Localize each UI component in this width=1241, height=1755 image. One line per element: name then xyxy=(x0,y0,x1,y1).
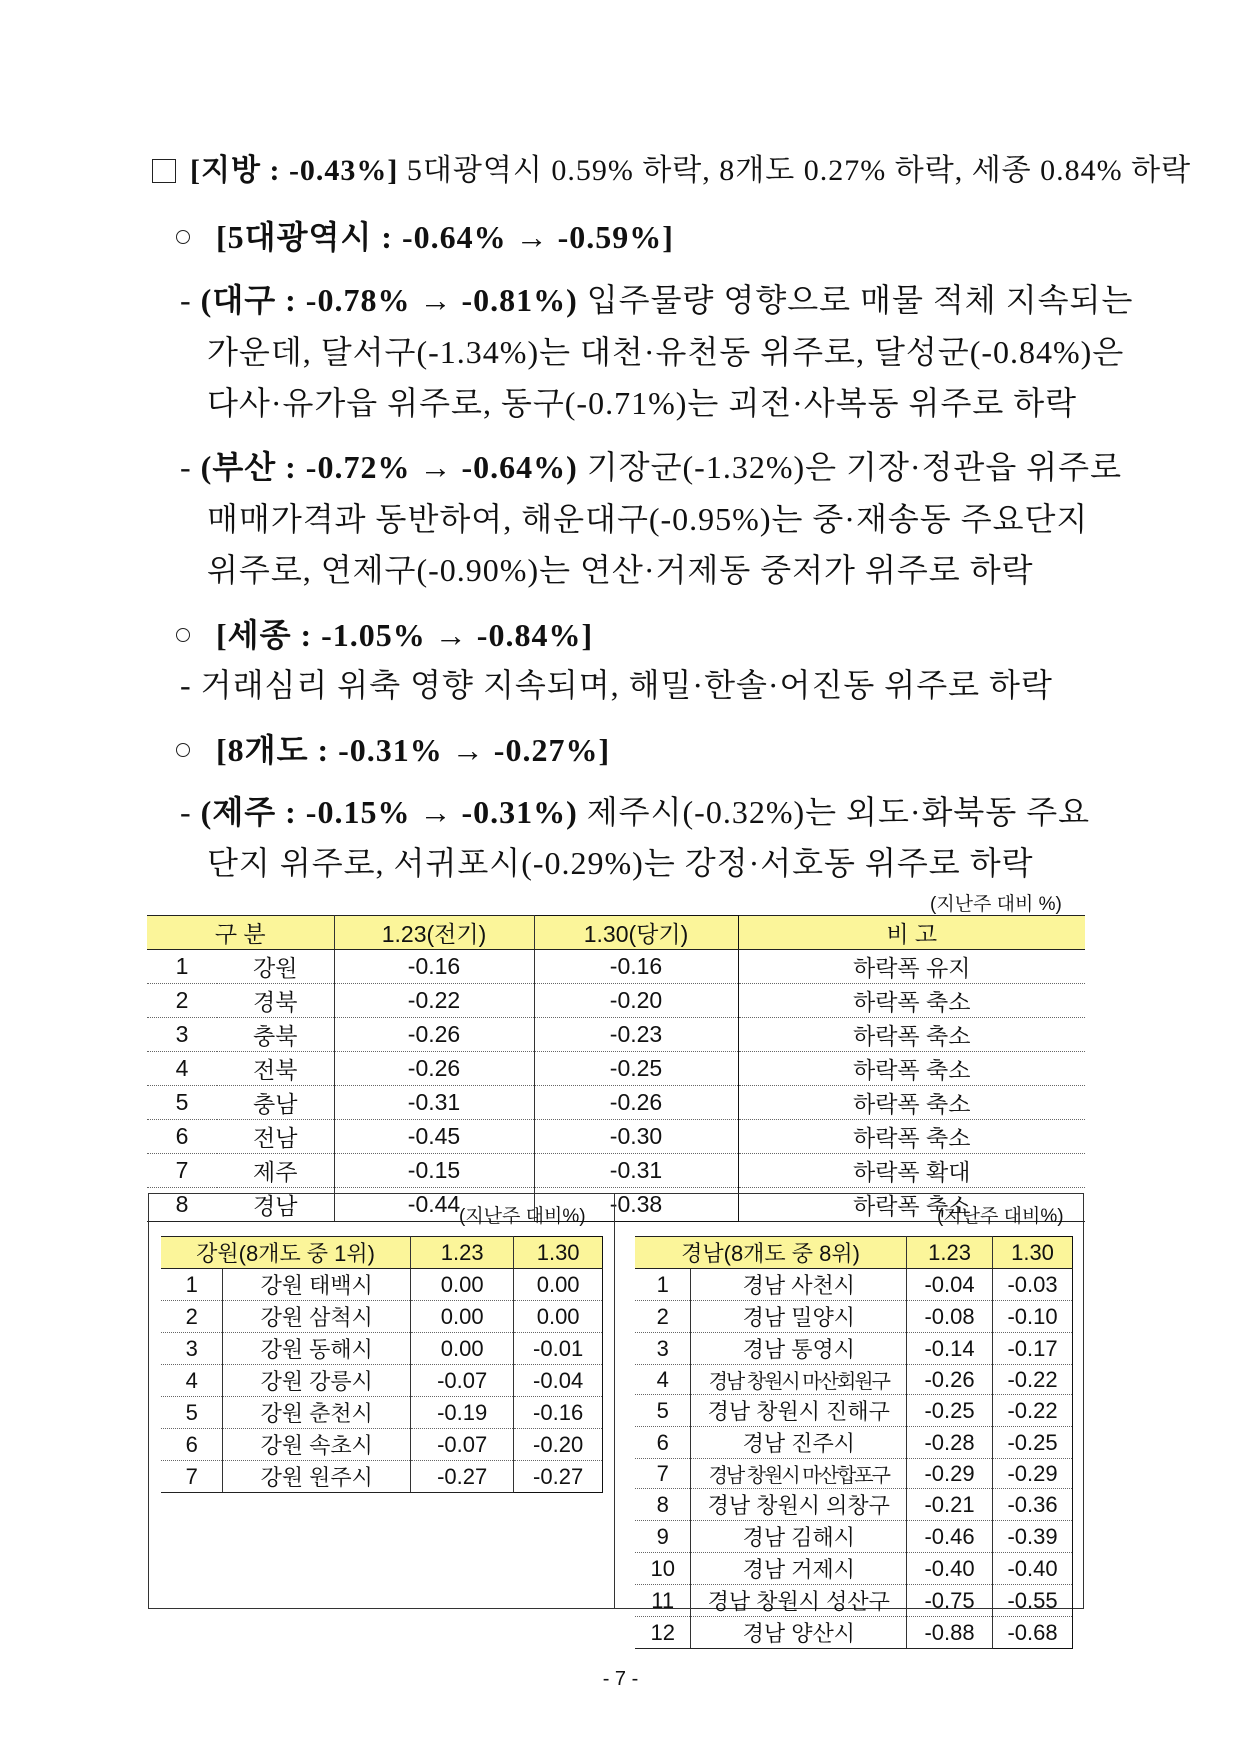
daegu-line-1: - (대구 : -0.78% → -0.81%) 입주물량 영향으로 매물 적체 지속되는 xyxy=(180,282,1134,318)
gyeongnam-table xyxy=(635,1236,1073,1649)
daegu-line-3: 다사·유가읍 위주로, 동구(-0.71%)는 괴전·사복동 위주로 하락 xyxy=(207,385,1078,421)
table-row: 10 경남 거제시 -0.40 -0.40 xyxy=(635,1553,1073,1585)
table-row: 4 전북 -0.26 -0.25 하락폭 축소 xyxy=(147,1052,1085,1086)
heading-text: 5대광역시 0.59% 하락, 8개도 0.27% 하락, 세종 0.84% 하락 xyxy=(406,154,1192,187)
table-header-row: 경남(8개도 중 8위) 1.23 1.30 xyxy=(635,1237,1073,1269)
table-row: 3 충북 -0.26 -0.23 하락폭 축소 xyxy=(147,1018,1085,1052)
table-row: 5 강원 춘천시 -0.19 -0.16 xyxy=(161,1397,603,1429)
table-row: 12 경남 양산시 -0.88 -0.68 xyxy=(635,1617,1073,1649)
header-category: 구 분 xyxy=(147,916,334,950)
checkbox-square-icon xyxy=(152,159,176,183)
table-row: 9 경남 김해시 -0.46 -0.39 xyxy=(635,1521,1073,1553)
jeju-label: (제주 : -0.15% → -0.31%) xyxy=(200,794,578,830)
gyeongnam-unit-label: (지난주 대비%) xyxy=(937,1206,1064,1227)
box-divider xyxy=(614,1193,615,1609)
table-row: 5 충남 -0.31 -0.26 하락폭 축소 xyxy=(147,1086,1085,1120)
gyeongnam-header-title: 경남(8개도 중 8위) xyxy=(635,1237,907,1269)
circle-bullet-icon xyxy=(176,628,190,642)
table-row: 3 경남 통영시 -0.14 -0.17 xyxy=(635,1333,1073,1365)
table-row: 6 강원 속초시 -0.07 -0.20 xyxy=(161,1429,603,1461)
busan-label: (부산 : -0.72% → -0.64%) xyxy=(200,449,578,485)
table-row: 1 강원 -0.16 -0.16 하락폭 유지 xyxy=(147,950,1085,984)
table-row: 2 경북 -0.22 -0.20 하락폭 축소 xyxy=(147,984,1085,1018)
table-row: 1 강원 태백시 0.00 0.00 xyxy=(161,1269,603,1301)
metro-title: [5대광역시 : -0.64% → -0.59%] xyxy=(176,212,674,258)
daegu-line-2: 가운데, 달서구(-1.34%)는 대천·유천동 위주로, 달성군(-0.84%)은 xyxy=(207,334,1125,370)
heading-label: [지방 : -0.43%] xyxy=(190,154,399,187)
header-prev: 1.23(전기) xyxy=(334,916,534,950)
table-unit-label: (지난주 대비 %) xyxy=(930,894,1062,915)
sejong-title: [세종 : -1.05% → -0.84%] xyxy=(176,610,593,656)
table-row: 1 경남 사천시 -0.04 -0.03 xyxy=(635,1269,1073,1301)
jeju-line-1: - (제주 : -0.15% → -0.31%) 제주시(-0.32%)는 외도·화북동 주요 xyxy=(180,794,1091,830)
table-row: 5 경남 창원시 진해구 -0.25 -0.22 xyxy=(635,1395,1073,1427)
table-row: 4 강원 강릉시 -0.07 -0.04 xyxy=(161,1365,603,1397)
gangwon-header-title: 강원(8개도 중 1위) xyxy=(161,1237,411,1269)
table-row: 4 경남 창원시 마산회원구 -0.26 -0.22 xyxy=(635,1365,1073,1395)
table-row: 2 경남 밀양시 -0.08 -0.10 xyxy=(635,1301,1073,1333)
jeju-line-2: 단지 위주로, 서귀포시(-0.29%)는 강정·서호동 위주로 하락 xyxy=(207,845,1034,881)
busan-line-1: - (부산 : -0.72% → -0.64%) 기장군(-1.32%)은 기장·정관읍 위주로 xyxy=(180,449,1122,485)
gangwon-table xyxy=(161,1236,603,1493)
section-heading xyxy=(152,145,1191,189)
table-row: 8 경남 창원시 의창구 -0.21 -0.36 xyxy=(635,1489,1073,1521)
table-header-row: 강원(8개도 중 1위) 1.23 1.30 xyxy=(161,1237,603,1269)
table-row: 3 강원 동해시 0.00 -0.01 xyxy=(161,1333,603,1365)
table-row: 11 경남 창원시 성산구 -0.75 -0.55 xyxy=(635,1585,1073,1617)
sejong-line-1: - 거래심리 위축 영향 지속되며, 해밀·한솔·어진동 위주로 하락 xyxy=(180,667,1053,703)
table-row: 6 경남 진주시 -0.28 -0.25 xyxy=(635,1427,1073,1459)
header-current: 1.30(당기) xyxy=(534,916,738,950)
table-row: 7 강원 원주시 -0.27 -0.27 xyxy=(161,1461,603,1493)
page-number: - 7 - xyxy=(602,1668,639,1690)
header-note: 비 고 xyxy=(738,916,1085,950)
daegu-label: (대구 : -0.78% → -0.81%) xyxy=(200,282,578,318)
gangwon-unit-label: (지난주 대비%) xyxy=(459,1206,586,1227)
busan-line-3: 위주로, 연제구(-0.90%)는 연산·거제동 중저가 위주로 하락 xyxy=(207,552,1034,588)
busan-line-2: 매매가격과 동반하여, 해운대구(-0.95%)는 중·재송동 주요단지 xyxy=(207,501,1089,537)
table-row: 7 제주 -0.15 -0.31 하락폭 확대 xyxy=(147,1154,1085,1188)
table-row: 8 경남 -0.44 -0.38 하락폭 축소 xyxy=(147,1188,1085,1222)
circle-bullet-icon xyxy=(176,743,190,757)
table-header-row xyxy=(147,916,1085,950)
circle-bullet-icon xyxy=(176,230,190,244)
provinces-title: [8개도 : -0.31% → -0.27%] xyxy=(176,725,610,771)
table-row: 6 전남 -0.45 -0.30 하락폭 축소 xyxy=(147,1120,1085,1154)
province-table xyxy=(147,915,1085,1222)
table-row: 2 강원 삼척시 0.00 0.00 xyxy=(161,1301,603,1333)
table-row: 7 경남 창원시 마산합포구 -0.29 -0.29 xyxy=(635,1459,1073,1489)
